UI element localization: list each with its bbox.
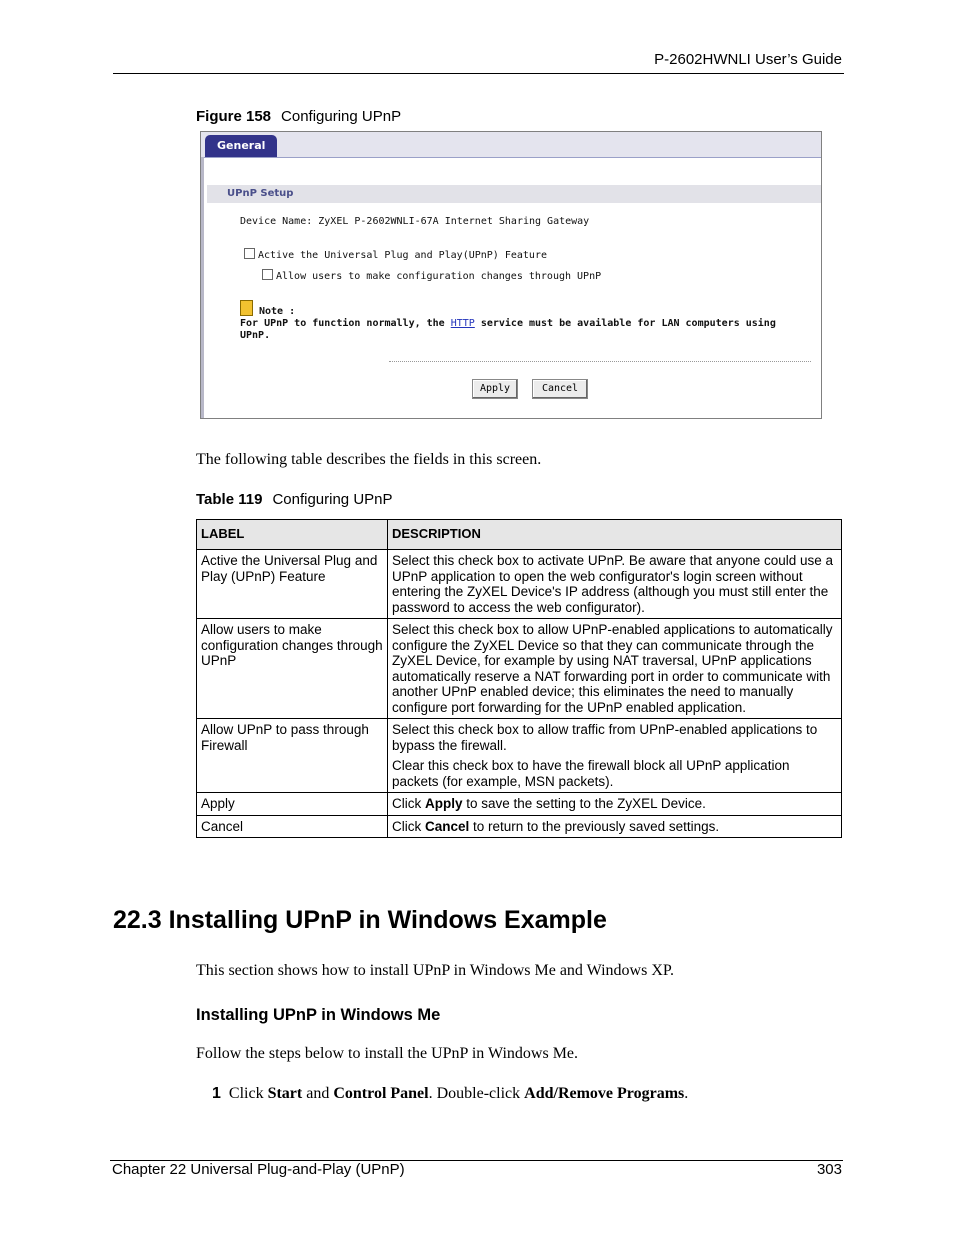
row-description: Click Cancel to return to the previously saved settings.: [388, 815, 842, 838]
table-row: [197, 719, 842, 793]
header-label: LABEL: [197, 520, 388, 550]
note-label: Note :: [259, 306, 296, 317]
row-label: Apply: [197, 793, 388, 816]
table-row: [197, 793, 842, 816]
figure-label: Figure 158: [196, 108, 272, 125]
table-label: Table 119: [196, 491, 263, 508]
upnp-feature-row: [244, 248, 547, 261]
apply-button[interactable]: Apply: [472, 379, 518, 399]
row-description: Click Apply to save the setting to the ZyXEL Device.: [388, 793, 842, 816]
row-label: Allow users to make configuration changes through UPnP: [197, 619, 388, 719]
note-line-2: UPnP.: [240, 330, 271, 341]
row-label: Active the Universal Plug and Play (UPnP) Feature: [197, 550, 388, 619]
header-rule: [113, 73, 844, 74]
page-number: 303: [816, 1161, 842, 1178]
note-icon: [240, 300, 253, 316]
device-name: Device Name: ZyXEL P-2602WNLI-67A Internet Sharing Gateway: [240, 216, 590, 227]
upnp-feature-label: Active the Universal Plug and Play(UPnP) Feature: [258, 250, 547, 261]
row-label: Allow UPnP to pass through Firewall: [197, 719, 388, 793]
header-description: DESCRIPTION: [388, 520, 842, 550]
allow-config-label: Allow users to make configuration changes through UPnP: [276, 271, 602, 282]
note-line-1: [240, 318, 776, 329]
header-title: P-2602HWNLI User’s Guide: [654, 51, 842, 68]
http-link[interactable]: HTTP: [450, 318, 475, 329]
table-title: Configuring UPnP: [272, 491, 393, 508]
frame-edge: [201, 157, 204, 418]
footer-chapter: Chapter 22 Universal Plug-and-Play (UPnP): [112, 1161, 405, 1178]
allow-config-row: [262, 269, 601, 282]
table-row: [197, 619, 842, 719]
note-text-a: For UPnP to function normally, the: [240, 318, 451, 329]
step-number: 1: [212, 1085, 221, 1102]
section-heading: 22.3 Installing UPnP in Windows Example: [113, 906, 607, 934]
table-row: [197, 815, 842, 838]
section-text: This section shows how to install UPnP in Windows Me and Windows XP.: [196, 962, 674, 979]
subheading: Installing UPnP in Windows Me: [196, 1006, 441, 1024]
note-text-b: service must be available for LAN computers using: [474, 318, 776, 329]
table-header-row: [197, 520, 842, 550]
intro-text: The following table describes the fields in this screen.: [196, 451, 542, 468]
sub-text: Follow the steps below to install the UPnP in Windows Me.: [196, 1045, 579, 1062]
cancel-button[interactable]: Cancel: [532, 379, 588, 399]
divider: [389, 361, 811, 362]
fields-table: [196, 519, 842, 838]
step-1: 1 Click Start and Control Panel. Double-click Add/Remove Programs.: [212, 1085, 689, 1102]
row-label: Cancel: [197, 815, 388, 838]
row-description: Select this check box to allow UPnP-enabled applications to automatically configure the ZyXEL Device so that they can communicate through the ZyXEL Device, for example by using NAT traversal, UPnP applications automatically reserve a NAT forwarding port in order to communicate with another UPnP enabled device; this eliminates the need to manually configure port forwarding for the UPnP enabled application.: [388, 619, 842, 719]
table-row: [197, 550, 842, 619]
row-description: [388, 719, 842, 793]
row-description-p1: Select this check box to allow traffic from UPnP-enabled applications to bypass the firewall.: [392, 722, 818, 753]
upnp-screenshot: [200, 131, 822, 419]
allow-config-checkbox[interactable]: [262, 269, 273, 280]
note-heading: [240, 300, 295, 317]
table-caption: [196, 491, 393, 508]
figure-caption: [196, 108, 401, 125]
tab-bar: [201, 132, 821, 158]
tab-general[interactable]: General: [205, 135, 277, 157]
row-description: Select this check box to activate UPnP. Be aware that anyone could use a UPnP application to open the web configurator's login screen without entering the ZyXEL Device's IP address (although you must still enter the password to access the web configurator).: [388, 550, 842, 619]
section-title: UPnP Setup: [207, 185, 821, 203]
upnp-feature-checkbox[interactable]: [244, 248, 255, 259]
figure-title: Configuring UPnP: [281, 108, 402, 125]
row-description-p2: Clear this check box to have the firewall block all UPnP application packets (for example, MSN packets).: [392, 758, 790, 789]
